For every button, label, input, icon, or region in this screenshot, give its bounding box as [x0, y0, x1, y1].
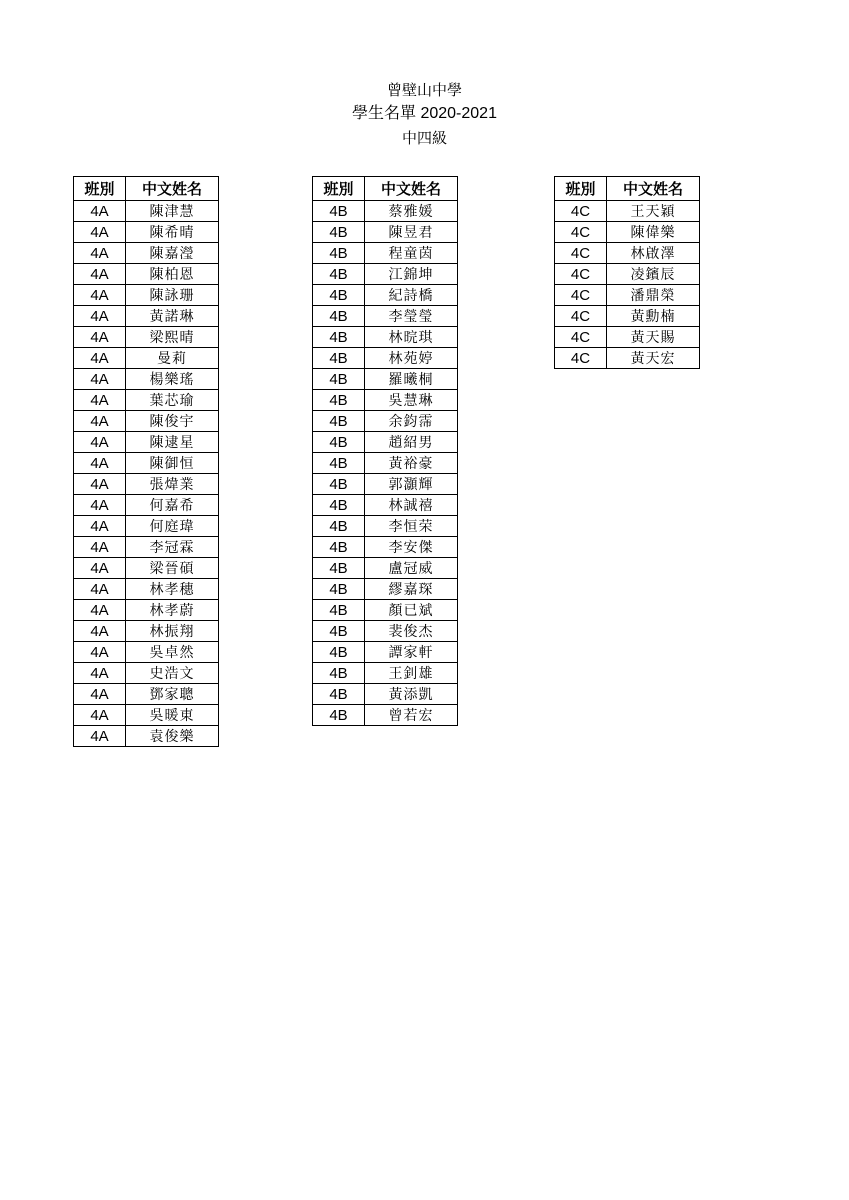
table-row — [74, 411, 219, 432]
table-row — [555, 243, 700, 264]
class-cell: 4A — [74, 537, 126, 558]
student-name-cell: 黃添凱 — [365, 684, 458, 705]
class-cell: 4A — [74, 726, 126, 747]
student-name-cell: 程童茵 — [365, 243, 458, 264]
table-row — [74, 285, 219, 306]
class-cell: 4B — [313, 705, 365, 726]
table-row — [313, 663, 458, 684]
table-row — [74, 621, 219, 642]
table-row — [74, 495, 219, 516]
table-row — [74, 516, 219, 537]
student-name-cell: 吳卓然 — [126, 642, 219, 663]
class-cell: 4B — [313, 411, 365, 432]
class-cell: 4A — [74, 642, 126, 663]
table-row — [74, 474, 219, 495]
class-cell: 4B — [313, 348, 365, 369]
class-cell: 4B — [313, 201, 365, 222]
class-cell: 4A — [74, 684, 126, 705]
class-cell: 4A — [74, 222, 126, 243]
class-4a-table — [73, 176, 219, 747]
table-row — [313, 600, 458, 621]
table-row — [74, 579, 219, 600]
class-cell: 4A — [74, 348, 126, 369]
student-name-cell: 林晥琪 — [365, 327, 458, 348]
class-cell: 4A — [74, 411, 126, 432]
class-cell: 4C — [555, 222, 607, 243]
table-row — [74, 453, 219, 474]
table-row — [313, 369, 458, 390]
student-name-cell: 余鈞霈 — [365, 411, 458, 432]
student-name-cell: 鄧家聰 — [126, 684, 219, 705]
name-column-header: 中文姓名 — [365, 177, 458, 201]
student-name-cell: 張煒業 — [126, 474, 219, 495]
student-name-cell: 黃天宏 — [607, 348, 700, 369]
class-cell: 4B — [313, 306, 365, 327]
student-name-cell: 吳暖東 — [126, 705, 219, 726]
student-name-cell: 陳昱君 — [365, 222, 458, 243]
name-column-header: 中文姓名 — [607, 177, 700, 201]
class-cell: 4B — [313, 621, 365, 642]
student-name-cell: 江錦坤 — [365, 264, 458, 285]
student-name-cell: 陳希晴 — [126, 222, 219, 243]
class-cell: 4B — [313, 390, 365, 411]
student-name-cell: 陳津慧 — [126, 201, 219, 222]
table-row — [313, 495, 458, 516]
class-4c-table — [554, 176, 700, 369]
student-name-cell: 顏已斌 — [365, 600, 458, 621]
class-cell: 4C — [555, 201, 607, 222]
student-name-cell: 李安傑 — [365, 537, 458, 558]
class-cell: 4C — [555, 327, 607, 348]
class-cell: 4A — [74, 369, 126, 390]
table-row — [313, 243, 458, 264]
student-name-cell: 紀詩橋 — [365, 285, 458, 306]
student-name-cell: 葉芯瑜 — [126, 390, 219, 411]
student-name-cell: 吳慧琳 — [365, 390, 458, 411]
student-name-cell: 曼莉 — [126, 348, 219, 369]
student-name-cell: 趙紹男 — [365, 432, 458, 453]
class-cell: 4A — [74, 432, 126, 453]
student-name-cell: 黃天賜 — [607, 327, 700, 348]
student-name-cell: 李瑩瑩 — [365, 306, 458, 327]
class-cell: 4A — [74, 600, 126, 621]
class-column-header: 班別 — [555, 177, 607, 201]
class-cell: 4A — [74, 516, 126, 537]
class-cell: 4A — [74, 453, 126, 474]
class-cell: 4B — [313, 642, 365, 663]
student-name-cell: 林振翔 — [126, 621, 219, 642]
class-cell: 4B — [313, 474, 365, 495]
table-row — [313, 264, 458, 285]
class-cell: 4B — [313, 600, 365, 621]
student-name-cell: 蔡雅媛 — [365, 201, 458, 222]
table-row — [74, 642, 219, 663]
student-name-cell: 陳逮星 — [126, 432, 219, 453]
table-row — [313, 306, 458, 327]
student-name-cell: 梁晉碩 — [126, 558, 219, 579]
table-row — [74, 558, 219, 579]
class-cell: 4A — [74, 243, 126, 264]
table-row — [74, 201, 219, 222]
class-cell: 4B — [313, 222, 365, 243]
student-name-cell: 黃勳楠 — [607, 306, 700, 327]
class-cell: 4A — [74, 285, 126, 306]
class-cell: 4C — [555, 348, 607, 369]
class-cell: 4B — [313, 369, 365, 390]
student-name-cell: 楊樂瑤 — [126, 369, 219, 390]
student-name-cell: 林孝蔚 — [126, 600, 219, 621]
table-row — [555, 327, 700, 348]
class-column-header: 班別 — [313, 177, 365, 201]
table-row — [313, 537, 458, 558]
table-row — [313, 327, 458, 348]
class-4b-table — [312, 176, 458, 726]
student-name-cell: 王天穎 — [607, 201, 700, 222]
table-row — [555, 306, 700, 327]
table-row — [313, 684, 458, 705]
table-row — [555, 348, 700, 369]
student-name-cell: 繆嘉琛 — [365, 579, 458, 600]
student-name-cell: 陳偉樂 — [607, 222, 700, 243]
class-cell: 4A — [74, 558, 126, 579]
table-row — [313, 201, 458, 222]
class-cell: 4B — [313, 495, 365, 516]
class-cell: 4B — [313, 327, 365, 348]
class-cell: 4B — [313, 264, 365, 285]
table-row — [555, 222, 700, 243]
student-name-cell: 陳俊宇 — [126, 411, 219, 432]
class-cell: 4B — [313, 558, 365, 579]
student-name-cell: 林啟澤 — [607, 243, 700, 264]
table-row — [74, 348, 219, 369]
table-row — [313, 285, 458, 306]
class-cell: 4B — [313, 684, 365, 705]
class-cell: 4A — [74, 264, 126, 285]
student-name-cell: 梁熙晴 — [126, 327, 219, 348]
student-name-cell: 何嘉希 — [126, 495, 219, 516]
table-row — [74, 369, 219, 390]
table-row — [74, 327, 219, 348]
class-cell: 4B — [313, 432, 365, 453]
table-row — [313, 621, 458, 642]
table-row — [74, 684, 219, 705]
table-row — [74, 222, 219, 243]
class-cell: 4A — [74, 663, 126, 684]
class-cell: 4A — [74, 474, 126, 495]
table-row — [555, 264, 700, 285]
table-row — [313, 474, 458, 495]
school-name: 曾壁山中學 — [386, 81, 462, 99]
table-header-row — [555, 177, 700, 201]
class-cell: 4C — [555, 285, 607, 306]
class-cell: 4A — [74, 579, 126, 600]
student-name-cell: 林苑婷 — [365, 348, 458, 369]
student-name-cell: 林孝穗 — [126, 579, 219, 600]
table-row — [313, 516, 458, 537]
table-row — [74, 306, 219, 327]
student-name-cell: 盧冠威 — [365, 558, 458, 579]
table-row — [555, 285, 700, 306]
class-column-header: 班別 — [74, 177, 126, 201]
table-row — [555, 201, 700, 222]
class-cell: 4B — [313, 516, 365, 537]
table-row — [313, 558, 458, 579]
class-cell: 4B — [313, 243, 365, 264]
list-title: 學生名單 2020-2021 — [352, 105, 497, 122]
class-cell: 4A — [74, 495, 126, 516]
table-row — [313, 453, 458, 474]
table-row — [313, 411, 458, 432]
table-row — [74, 432, 219, 453]
student-name-cell: 曾若宏 — [365, 705, 458, 726]
table-row — [74, 705, 219, 726]
table-row — [74, 726, 219, 747]
class-cell: 4B — [313, 537, 365, 558]
student-name-cell: 黃裕豪 — [365, 453, 458, 474]
class-cell: 4A — [74, 705, 126, 726]
table-row — [74, 264, 219, 285]
document-header — [0, 78, 849, 150]
student-name-cell: 袁俊樂 — [126, 726, 219, 747]
class-cell: 4A — [74, 621, 126, 642]
student-name-cell: 王釗雄 — [365, 663, 458, 684]
student-name-cell: 裴俊杰 — [365, 621, 458, 642]
table-row — [313, 705, 458, 726]
table-row — [313, 390, 458, 411]
student-name-cell: 凌鑌辰 — [607, 264, 700, 285]
class-cell: 4A — [74, 390, 126, 411]
student-name-cell: 陳御恒 — [126, 453, 219, 474]
table-row — [74, 663, 219, 684]
class-cell: 4A — [74, 201, 126, 222]
student-name-cell: 譚家軒 — [365, 642, 458, 663]
class-cell: 4B — [313, 453, 365, 474]
class-cell: 4C — [555, 264, 607, 285]
class-cell: 4B — [313, 663, 365, 684]
table-row — [313, 432, 458, 453]
table-row — [74, 537, 219, 558]
student-name-cell: 陳柏恩 — [126, 264, 219, 285]
form-level: 中四級 — [401, 129, 447, 147]
student-name-cell: 郭灝輝 — [365, 474, 458, 495]
table-row — [313, 348, 458, 369]
table-row — [74, 243, 219, 264]
class-cell: 4C — [555, 243, 607, 264]
student-name-cell: 史浩文 — [126, 663, 219, 684]
student-name-cell: 李冠霖 — [126, 537, 219, 558]
class-cell: 4B — [313, 579, 365, 600]
class-cell: 4A — [74, 327, 126, 348]
table-header-row — [74, 177, 219, 201]
table-row — [74, 600, 219, 621]
student-name-cell: 何庭瑋 — [126, 516, 219, 537]
table-row — [313, 579, 458, 600]
student-name-cell: 陳嘉瀅 — [126, 243, 219, 264]
class-cell: 4A — [74, 306, 126, 327]
student-name-cell: 羅曦桐 — [365, 369, 458, 390]
class-cell: 4C — [555, 306, 607, 327]
table-row — [74, 390, 219, 411]
student-name-cell: 潘鼎榮 — [607, 285, 700, 306]
student-name-cell: 林誠禧 — [365, 495, 458, 516]
student-name-cell: 李恒荣 — [365, 516, 458, 537]
class-cell: 4B — [313, 285, 365, 306]
table-row — [313, 222, 458, 243]
student-name-cell: 黃諾琳 — [126, 306, 219, 327]
name-column-header: 中文姓名 — [126, 177, 219, 201]
student-name-cell: 陳詠珊 — [126, 285, 219, 306]
table-row — [313, 642, 458, 663]
table-header-row — [313, 177, 458, 201]
